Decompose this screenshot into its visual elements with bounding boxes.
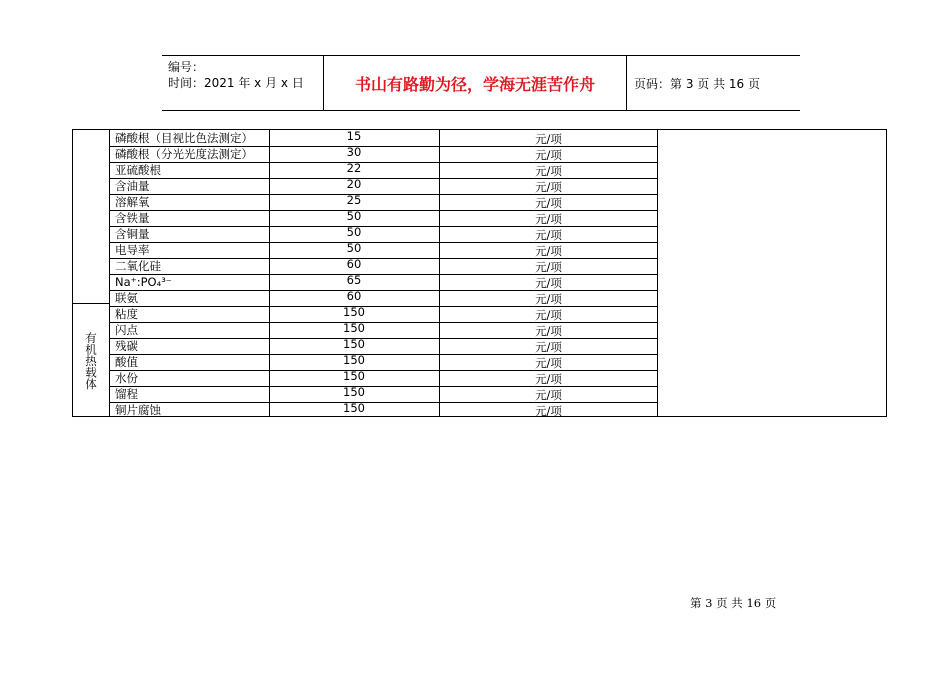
category-label: 有机热载体: [84, 332, 98, 390]
header-divider: [626, 56, 627, 110]
item-price: 65: [346, 273, 362, 287]
item-name: 二氧化硅: [115, 259, 161, 273]
header-page-info: 页码：第 3 页 共 16 页: [634, 76, 760, 91]
table-row: [73, 258, 886, 274]
item-unit: 元/项: [535, 244, 562, 258]
item-unit: 元/项: [535, 132, 562, 146]
item-name: 水份: [115, 371, 138, 385]
item-price: 50: [346, 209, 362, 223]
price-table: [72, 129, 887, 417]
table-row: [73, 194, 886, 210]
item-name: 馏程: [115, 387, 138, 401]
table-row: [73, 178, 886, 194]
motto-text: 书山有路勤为径，学海无涯苦作舟: [354, 74, 595, 94]
table-row: [73, 226, 886, 242]
item-unit: 元/项: [535, 356, 562, 370]
item-name: 酸值: [115, 355, 138, 369]
item-price: 50: [346, 241, 362, 255]
item-price: 150: [343, 321, 365, 335]
item-price: 25: [346, 193, 362, 207]
item-name: 含铁量: [115, 211, 150, 225]
item-price: 150: [343, 353, 365, 367]
item-unit: 元/项: [535, 276, 562, 290]
item-name: 铜片腐蚀: [115, 403, 161, 417]
page-footer: 第 3 页 共 16 页: [690, 596, 777, 610]
item-name: 联氨: [115, 291, 138, 305]
item-unit: 元/项: [535, 292, 562, 306]
item-unit: 元/项: [535, 324, 562, 338]
table-row: [73, 210, 886, 226]
time-label: 时间：2021 年 x 月 x 日: [168, 76, 304, 90]
item-unit: 元/项: [535, 212, 562, 226]
table-row: [73, 274, 886, 290]
item-unit: 元/项: [535, 308, 562, 322]
table-row: [73, 162, 886, 178]
item-price: 60: [346, 257, 362, 271]
item-unit: 元/项: [535, 164, 562, 178]
table-row: [73, 386, 886, 402]
item-unit: 元/项: [535, 260, 562, 274]
table-row: [73, 130, 886, 146]
item-name: 含油量: [115, 179, 150, 193]
item-unit: 元/项: [535, 404, 562, 418]
item-name: 磷酸根（目视比色法测定）: [115, 131, 253, 145]
table-row: [73, 146, 886, 162]
item-price: 20: [346, 177, 362, 191]
item-unit: 元/项: [535, 148, 562, 162]
item-name: 含铜量: [115, 227, 150, 241]
item-unit: 元/项: [535, 372, 562, 386]
item-price: 22: [346, 161, 362, 175]
item-unit: 元/项: [535, 388, 562, 402]
table-row: [73, 290, 886, 306]
document-header: [162, 55, 800, 111]
item-price: 150: [343, 401, 365, 415]
item-name: 亚硫酸根: [115, 163, 161, 177]
table-row: [73, 306, 886, 322]
item-name: 溶解氧: [115, 195, 150, 209]
item-unit: 元/项: [535, 196, 562, 210]
table-row: [73, 338, 886, 354]
item-price: 15: [346, 129, 362, 143]
table-row: [73, 354, 886, 370]
table-row: [73, 370, 886, 386]
item-price: 60: [346, 289, 362, 303]
item-price: 50: [346, 225, 362, 239]
table-row: [73, 402, 886, 418]
item-name: Na⁺:PO₄³⁻: [115, 275, 172, 289]
item-name: 残碳: [115, 339, 138, 353]
item-price: 150: [343, 305, 365, 319]
table-row: [73, 322, 886, 338]
item-name: 磷酸根（分光光度法测定）: [115, 147, 253, 161]
item-price: 30: [346, 145, 362, 159]
item-name: 闪点: [115, 323, 138, 337]
item-name: 粘度: [115, 307, 138, 321]
item-unit: 元/项: [535, 340, 562, 354]
item-unit: 元/项: [535, 228, 562, 242]
number-label: 编号：: [168, 60, 205, 74]
item-name: 电导率: [115, 243, 150, 257]
item-price: 150: [343, 385, 365, 399]
item-price: 150: [343, 337, 365, 351]
table-row: [73, 242, 886, 258]
item-unit: 元/项: [535, 180, 562, 194]
item-price: 150: [343, 369, 365, 383]
header-info: [162, 56, 323, 110]
